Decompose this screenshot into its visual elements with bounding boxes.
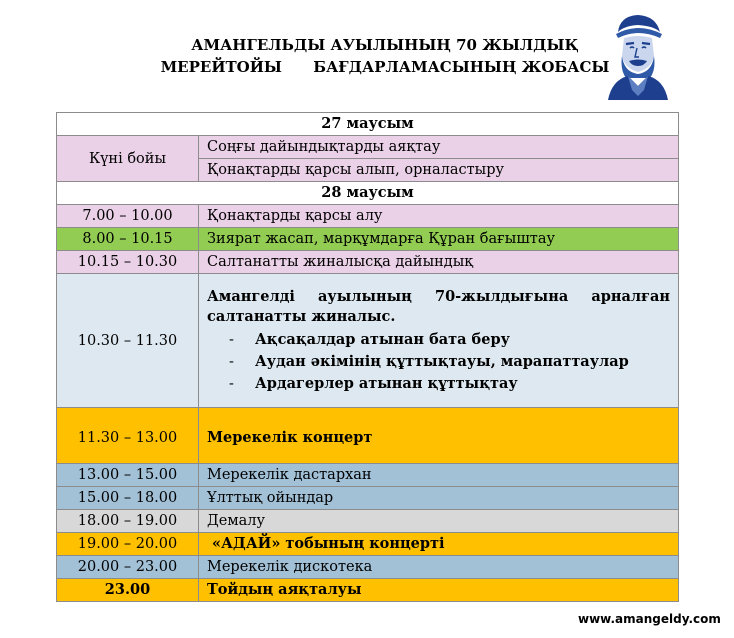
table-row [57,464,679,487]
list-item: - Ардагерлер атынан құттықтау [229,374,518,392]
time-cell: 8.00 – 10.15 [57,228,199,251]
time-cell: 18.00 – 19.00 [57,510,199,533]
ceremony-title-line-1: Амангелді ауылының 70-жылдығына арналған [207,287,670,305]
table-row [57,556,679,579]
date-row [57,113,679,136]
table-row [57,136,679,159]
time-cell: 10.30 – 11.30 [57,274,199,408]
event-cell: Соңғы дайындықтарды аяқтау [199,136,679,159]
website-watermark: www.amangeldy.com [578,612,721,626]
event-cell: Салтанатты жиналысқа дайындық [199,251,679,274]
event-cell: «АДАЙ» тобының концерті [199,533,679,556]
table-row [57,510,679,533]
list-item: - Ақсақалдар атынан бата беру [229,330,510,348]
title-line-1: АМАНГЕЛЬДЫ АУЫЛЫНЫҢ 70 ЖЫЛДЫҚ [191,36,579,54]
time-cell: 23.00 [57,579,199,602]
schedule-table [56,112,679,602]
table-row [57,274,679,408]
time-cell: 11.30 – 13.00 [57,408,199,464]
ceremony-cell [199,274,679,408]
date-row [57,182,679,205]
time-cell: 7.00 – 10.00 [57,205,199,228]
ceremony-title-line-2: салтанатты жиналыс. [207,307,396,325]
date-cell: 28 маусым [57,182,679,205]
event-cell: Мерекелік концерт [199,408,679,464]
time-cell: 20.00 – 23.00 [57,556,199,579]
list-item: - Аудан әкімінің құттықтауы, марапаттаулар [229,352,629,370]
event-cell: Ұлттық ойындар [199,487,679,510]
title-line-2: МЕРЕЙТОЙЫ БАҒДАРЛАМАСЫНЫҢ ЖОБАСЫ [160,58,610,76]
time-cell: Күні бойы [57,136,199,182]
table-row [57,533,679,556]
time-cell: 15.00 – 18.00 [57,487,199,510]
time-cell: 13.00 – 15.00 [57,464,199,487]
table-row [57,579,679,602]
event-cell: Мерекелік дастархан [199,464,679,487]
table-row [57,251,679,274]
table-row [57,408,679,464]
time-cell: 19.00 – 20.00 [57,533,199,556]
event-cell: Қонақтарды қарсы алып, орналастыру [199,159,679,182]
event-cell: Зиярат жасап, марқұмдарға Құран бағыштау [199,228,679,251]
table-row [57,487,679,510]
table-row [57,228,679,251]
event-cell: Қонақтарды қарсы алу [199,205,679,228]
event-cell: Демалу [199,510,679,533]
page-title [150,34,620,78]
date-cell: 27 маусым [57,113,679,136]
event-cell: Мерекелік дискотека [199,556,679,579]
table-row [57,205,679,228]
portrait-image [604,10,670,100]
ceremony-list [207,329,670,395]
time-cell: 10.15 – 10.30 [57,251,199,274]
event-cell: Тойдың аяқталуы [199,579,679,602]
